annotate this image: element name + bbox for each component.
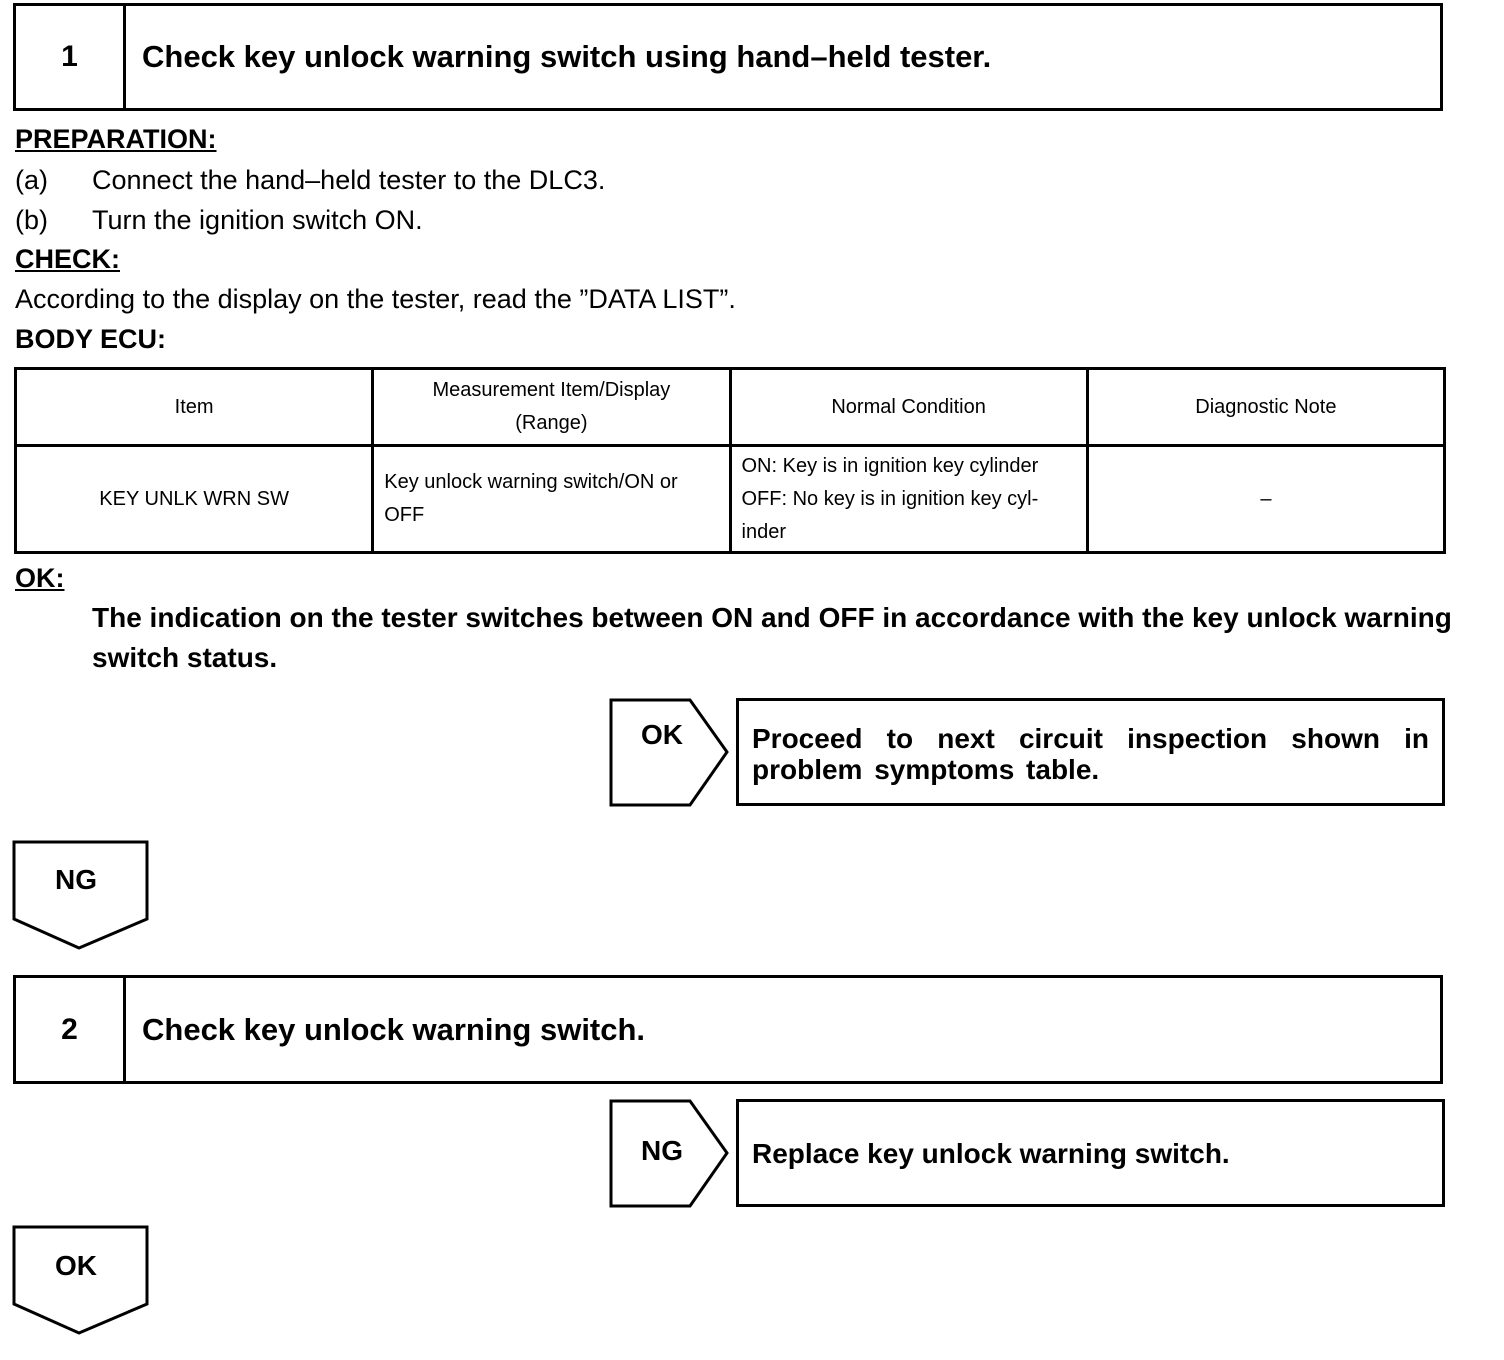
ok-side-arrow (608, 697, 732, 809)
branch-2-result-text: Replace key unlock warning switch. (752, 1138, 1230, 1169)
data-list-table (14, 367, 1446, 554)
prep-a-text: Connect the hand–held tester to the DLC3. (92, 165, 606, 195)
step-1-box (13, 3, 1443, 111)
header-measurement-line1: Measurement Item/Display (432, 379, 671, 401)
prep-b-text: Turn the ignition switch ON. (92, 205, 423, 235)
branch-2-result-box (736, 1099, 1445, 1207)
header-note: Diagnostic Note (1087, 369, 1444, 446)
table-row (16, 446, 1445, 553)
cell-item: KEY UNLK WRN SW (16, 446, 373, 553)
step-2-box (13, 975, 1443, 1084)
check-text: According to the display on the tester, read the ”DATA LIST”. (15, 284, 736, 314)
preparation-heading: PREPARATION: (15, 124, 217, 154)
cell-measurement-line1: Key unlock warning switch/ON or (384, 471, 678, 493)
ok-down-arrow-label: OK (55, 1250, 97, 1281)
cell-normal-line2: OFF: No key is in ignition key cyl- (741, 487, 1039, 510)
step-1-number: 1 (16, 6, 126, 108)
ng-side-arrow-label: NG (641, 1135, 683, 1166)
prep-b-marker: (b) (15, 205, 48, 235)
branch-1-result-text: Proceed to next circuit inspection shown in problem symptoms table. (752, 723, 1429, 785)
ng-down-arrow-label: NG (55, 864, 97, 895)
ok-side-arrow-label: OK (641, 719, 683, 750)
cell-normal (730, 446, 1087, 553)
cell-note: – (1087, 446, 1444, 553)
branch-1-result-box (736, 698, 1445, 806)
cell-normal-line1: ON: Key is in ignition key cylinder (741, 454, 1039, 477)
header-item: Item (16, 369, 373, 446)
cell-measurement-line2: OFF (384, 504, 425, 526)
step-2-title: Check key unlock warning switch. (142, 1011, 646, 1047)
header-normal: Normal Condition (730, 369, 1087, 446)
body-ecu-heading: BODY ECU: (15, 324, 167, 354)
ok-criteria-text: The indication on the tester switches between ON and OFF in accordance with the key unlock warning switch status. (92, 602, 1452, 673)
ng-down-arrow (11, 839, 151, 953)
cell-normal-line3: inder (741, 520, 786, 543)
header-measurement-line2: (Range) (515, 412, 588, 434)
header-measurement (373, 369, 730, 446)
prep-a-marker: (a) (15, 165, 48, 195)
cell-measurement (373, 446, 730, 553)
ok-heading: OK: (15, 563, 65, 593)
step-2-number: 2 (16, 978, 126, 1081)
table-header-row (16, 369, 1445, 446)
check-heading: CHECK: (15, 244, 120, 274)
step-1-title: Check key unlock warning switch using hand–held tester. (142, 39, 992, 74)
